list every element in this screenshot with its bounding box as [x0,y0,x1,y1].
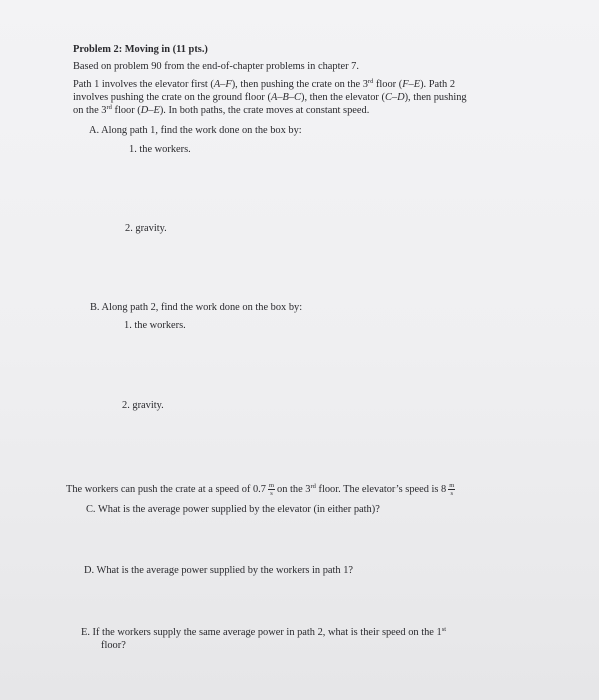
speed-unit-fraction: $\frac{m}{s}$ [268,482,275,497]
part-c-question: C. What is the average power supplied by the elevator (in either path)? [86,504,380,515]
part-d-question: D. What is the average power supplied by the workers in path 1? [84,565,354,576]
problem-title: Problem 2: Moving in (11 pts.) [73,44,208,55]
part-b-label: B. Along path 2, find the work done on the box by: [90,302,303,313]
based-on-line: Based on problem 90 from the end-of-chapter problems in chapter 7. [73,61,359,72]
part-b-item-2: 2. gravity. [122,400,164,411]
part-b-item-1: 1. the workers. [124,320,186,331]
part-a-item-2: 2. gravity. [125,223,167,234]
intro-line-3: on the 3rd floor (D–E). In both paths, the crate moves at constant speed. [73,104,370,116]
part-a-item-1: 1. the workers. [129,144,191,155]
part-e-question-line-2: floor? [101,640,126,651]
elevator-speed-unit-fraction: $\frac{m}{s}$ [449,482,455,497]
part-e-question-line-1: E. If the workers supply the same average power in path 2, what is their speed on the 1st [81,626,447,638]
part-a-label: A. Along path 1, find the work done on the box by: [89,125,302,136]
intro-line-1: Path 1 involves the elevator first (A–F), then pushing the crate on the 3rd floor (F–E). Path 2 [73,78,456,90]
speeds-line: The workers can push the crate at a speed of 0.7 $\frac{m}{s}$ on the 3rd floor. The elevator’s speed is 8 $\frac{m}{s}$ [66,482,455,497]
intro-line-2: involves pushing the crate on the ground floor (A–B–C), then the elevator (C–D), then pushing [73,92,467,103]
